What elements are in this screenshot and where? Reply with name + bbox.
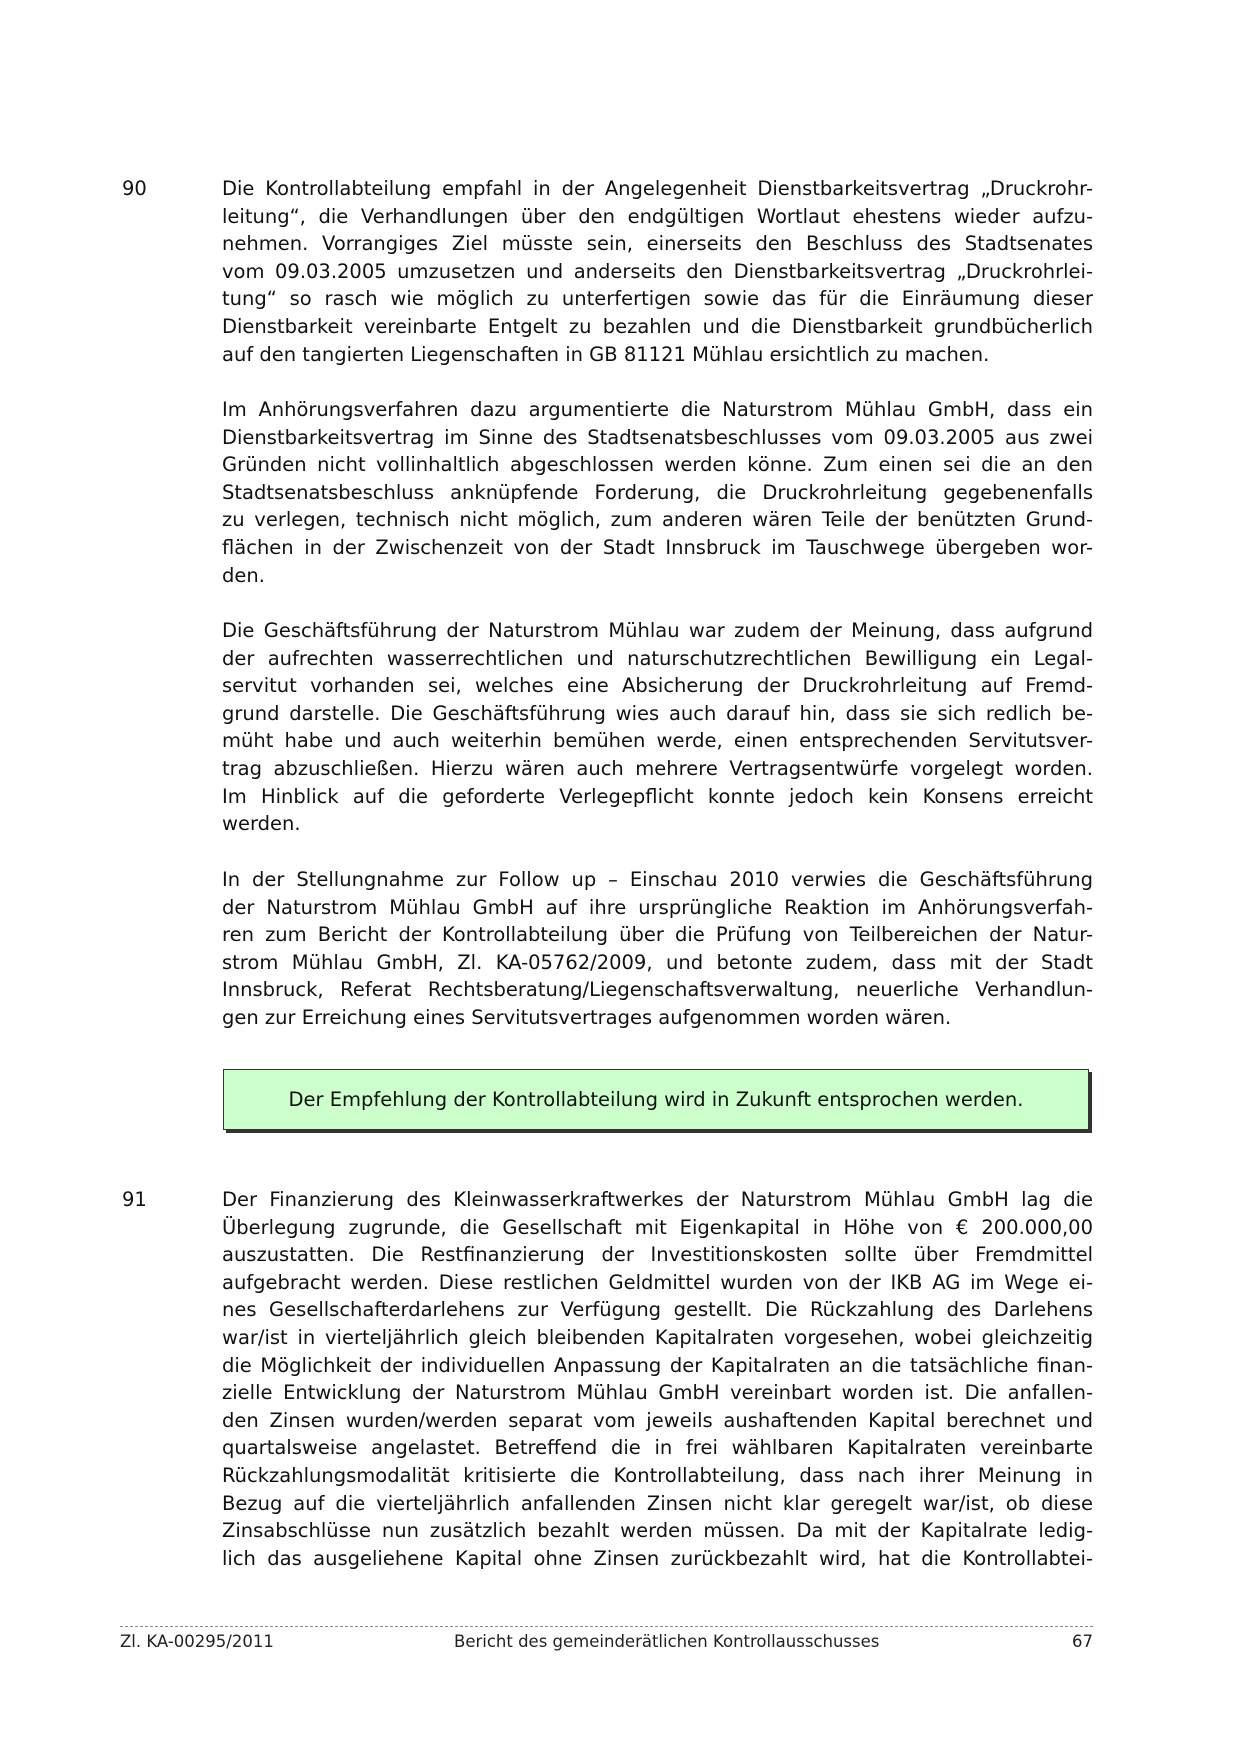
- text-line: grund darstelle. Die Geschäftsführung wies auch darauf hin, dass sie sich redlich be-: [222, 701, 1093, 725]
- text-line: flächen in der Zwischenzeit von der Stadt Innsbruck im Tauschwege übergeben wor-: [222, 535, 1093, 559]
- text-line: Bezug auf die vierteljährlich anfallenden Zinsen nicht klar geregelt war/ist, ob diese: [222, 1491, 1093, 1515]
- text-line: trag abzuschließen. Hierzu wären auch mehrere Vertragsentwürfe vorgelegt worden.: [222, 756, 1093, 780]
- text-line: die Möglichkeit der individuellen Anpassung der Kapitalraten an die tatsächliche finan-: [222, 1353, 1093, 1377]
- text-line: auszustatten. Die Restfinanzierung der Investitionskosten sollte über Fremdmittel: [222, 1243, 1093, 1267]
- text-line: den Zinsen wurden/werden separat vom jeweils aushaftenden Kapital berechnet und: [222, 1408, 1093, 1432]
- text-line: aufgebracht werden. Diese restlichen Geldmittel wurden von der IKB AG im Wege ei-: [222, 1270, 1093, 1294]
- paragraph-90-2: [222, 396, 1093, 589]
- text-line: war/ist in vierteljährlich gleich bleibenden Kapitalraten vorgesehen, wobei gleichzeitig: [222, 1325, 1093, 1349]
- paragraph-90-1: [222, 175, 1093, 368]
- text-line: Zinsabschlüsse nun zusätzlich bezahlt werden müssen. Da mit der Kapitalrate ledig-: [222, 1519, 1093, 1543]
- text-line: ren zum Bericht der Kontrollabteilung über die Prüfung von Teilbereichen der Natur-: [222, 923, 1093, 947]
- text-line: leitung“, die Verhandlungen über den endgültigen Wortlaut ehestens wieder aufzu-: [222, 204, 1093, 228]
- text-line: In der Stellungnahme zur Follow up – Einschau 2010 verwies die Geschäftsführung: [222, 868, 1093, 891]
- callout-text: Der Empfehlung der Kontrollabteilung wird in Zukunft entsprochen werden.: [288, 1088, 1024, 1111]
- paragraph-90-4: [222, 866, 1093, 1032]
- text-line: Die Kontrollabteilung empfahl in der Angelegenheit Dienstbarkeitsvertrag „Druckrohr-: [222, 177, 1093, 200]
- footer-reference: Zl. KA-00295/2011: [120, 1632, 274, 1651]
- text-line: den.: [222, 563, 265, 587]
- footer-title: Bericht des gemeinderätlichen Kontrollausschusses: [454, 1632, 880, 1651]
- text-line: tung“ so rasch wie möglich zu unterfertigen sowie das für die Einräumung dieser: [222, 287, 1093, 311]
- text-line: der aufrechten wasserrechtlichen und naturschutzrechtlichen Bewilligung ein Legal-: [222, 646, 1093, 670]
- text-line: Die Geschäftsführung der Naturstrom Mühlau war zudem der Meinung, dass aufgrund: [222, 619, 1093, 642]
- section-number-90: 90: [122, 177, 147, 200]
- text-line: werden.: [222, 812, 301, 836]
- text-line: strom Mühlau GmbH, Zl. KA-05762/2009, und betonte zudem, dass mit der Stadt: [222, 950, 1093, 974]
- text-line: nes Gesellschafterdarlehens zur Verfügung gestellt. Die Rückzahlung des Darlehens: [222, 1298, 1093, 1322]
- text-line: Im Hinblick auf die geforderte Verlegepflicht konnte jedoch kein Konsens erreicht: [222, 784, 1093, 808]
- text-line: gen zur Erreichung eines Servitutsvertrages aufgenommen worden wären.: [222, 1005, 952, 1029]
- text-line: müht habe und auch weiterhin bemühen werde, einen entsprechenden Servitutsver-: [222, 729, 1093, 753]
- text-line: Überlegung zugrunde, die Gesellschaft mit Eigenkapital in Höhe von € 200.000,00: [222, 1215, 1093, 1239]
- text-line: Dienstbarkeit vereinbarte Entgelt zu bezahlen und die Dienstbarkeit grundbücherlich: [222, 314, 1093, 338]
- text-line: lich das ausgeliehene Kapital ohne Zinsen zurückbezahlt wird, hat die Kontrollabtei-: [222, 1546, 1093, 1570]
- text-line: zu verlegen, technisch nicht möglich, zum anderen wären Teile der benützten Grund-: [222, 508, 1093, 532]
- section-number-91: 91: [122, 1188, 147, 1211]
- text-line: Dienstbarkeitsvertrag im Sinne des Stadtsenatsbeschlusses vom 09.03.2005 aus zwei: [222, 425, 1093, 449]
- text-line: Der Finanzierung des Kleinwasserkraftwerkes der Naturstrom Mühlau GmbH lag die: [222, 1188, 1093, 1211]
- page-number: 67: [1072, 1632, 1093, 1651]
- text-line: auf den tangierten Liegenschaften in GB 81121 Mühlau ersichtlich zu machen.: [222, 342, 990, 366]
- text-line: nehmen. Vorrangiges Ziel müsste sein, einerseits den Beschluss des Stadtsenates: [222, 232, 1093, 256]
- text-line: zielle Entwicklung der Naturstrom Mühlau GmbH vereinbart worden ist. Die anfallen-: [222, 1381, 1093, 1405]
- footer-divider: [120, 1626, 1093, 1627]
- paragraph-90-3: [222, 617, 1093, 838]
- text-line: Innsbruck, Referat Rechtsberatung/Liegenschaftsverwaltung, neuerliche Verhandlun-: [222, 978, 1093, 1002]
- text-line: Gründen nicht vollinhaltlich abgeschlossen werden könne. Zum einen sei die an den: [222, 453, 1093, 477]
- text-line: der Naturstrom Mühlau GmbH auf ihre ursprüngliche Reaktion im Anhörungsverfah-: [222, 895, 1093, 919]
- text-line: Stadtsenatsbeschluss anknüpfende Forderung, die Druckrohrleitung gegebenenfalls: [222, 480, 1093, 504]
- text-line: quartalsweise angelastet. Betreffend die in frei wählbaren Kapitalraten vereinbarte: [222, 1436, 1093, 1460]
- text-line: Rückzahlungsmodalität kritisierte die Kontrollabteilung, dass nach ihrer Meinung in: [222, 1463, 1093, 1487]
- text-line: Im Anhörungsverfahren dazu argumentierte die Naturstrom Mühlau GmbH, dass ein: [222, 398, 1093, 421]
- text-line: servitut vorhanden sei, welches eine Absicherung der Druckrohrleitung auf Fremd-: [222, 674, 1093, 698]
- recommendation-callout: [223, 1069, 1089, 1130]
- paragraph-91-1: [222, 1186, 1093, 1572]
- text-line: vom 09.03.2005 umzusetzen und anderseits den Dienstbarkeitsvertrag „Druckrohrlei-: [222, 259, 1093, 283]
